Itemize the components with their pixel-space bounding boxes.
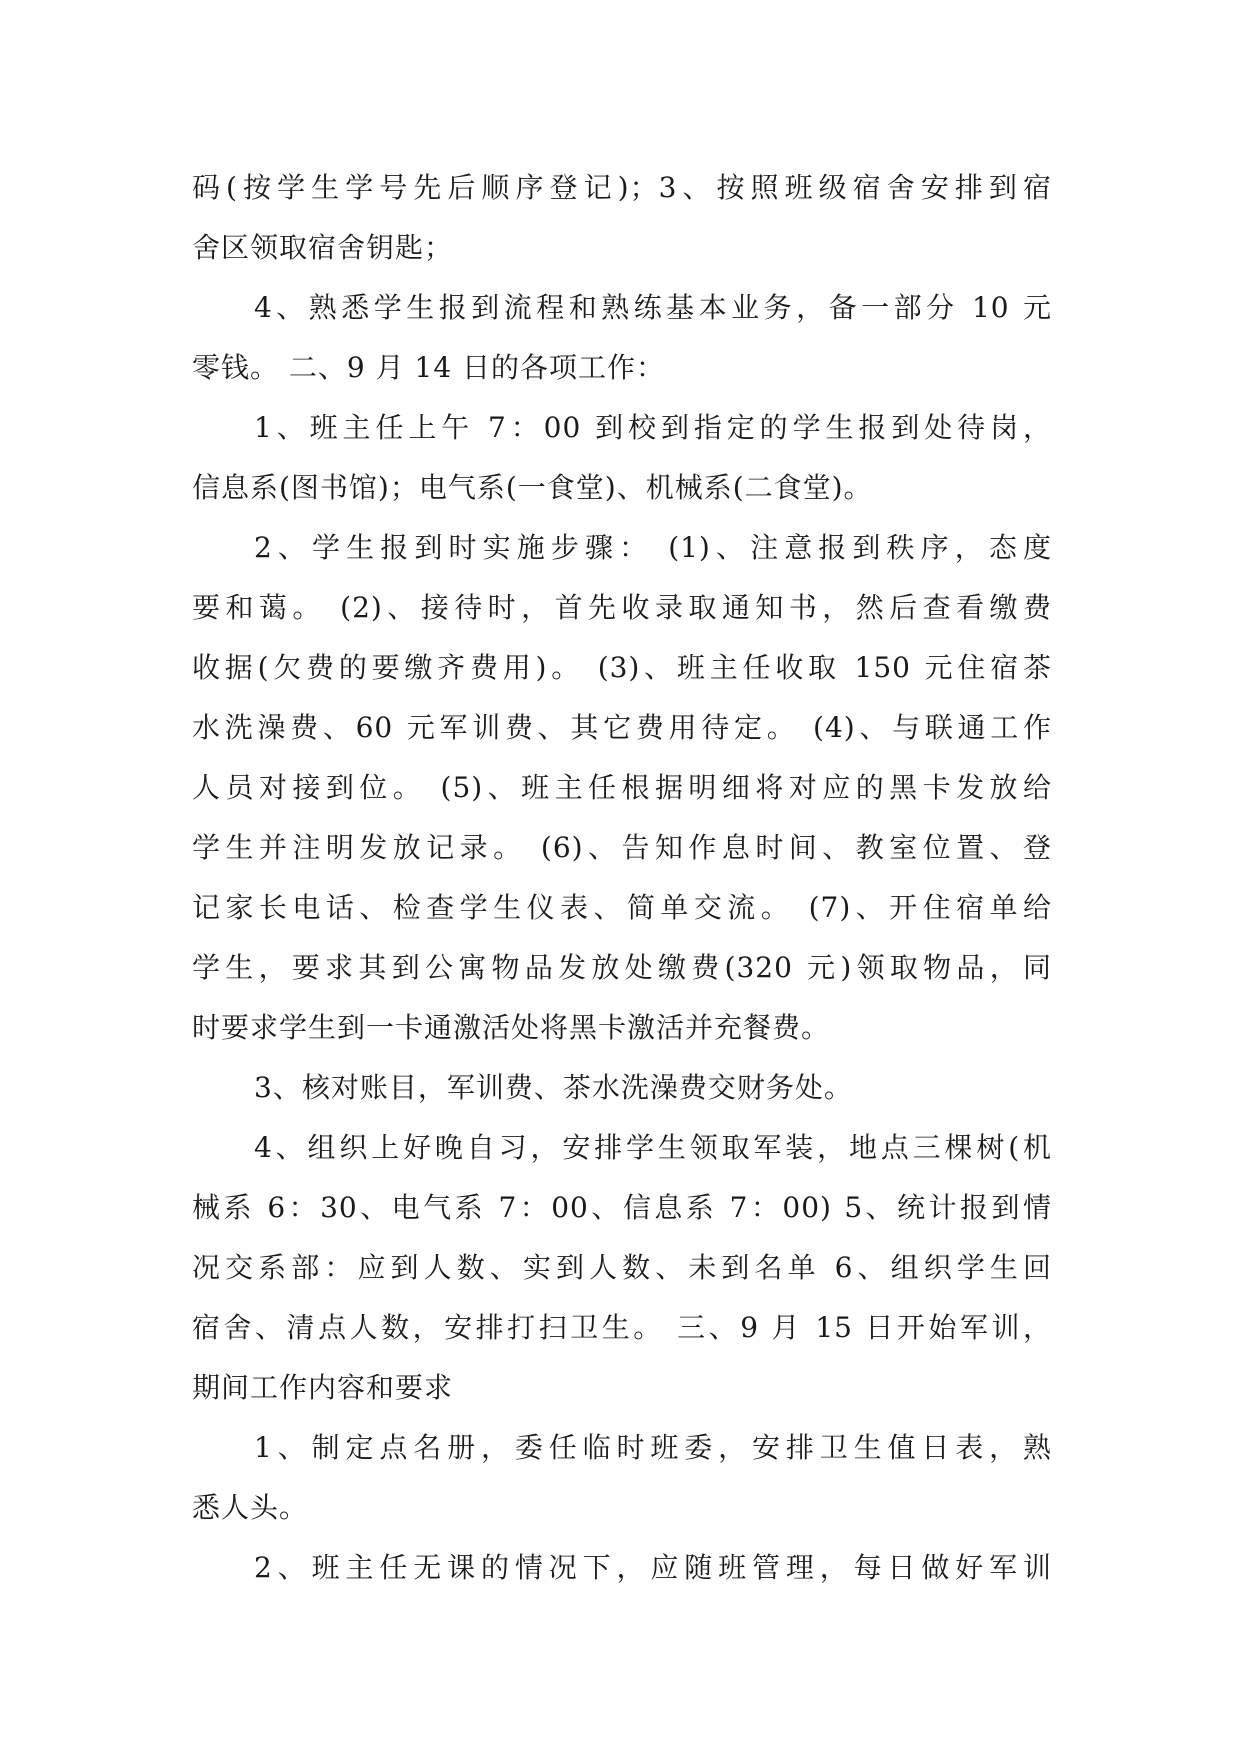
document-body	[192, 158, 1052, 1598]
text-line: 码(按学生学号先后顺序登记)；3、按照班级宿舍安排到宿	[192, 171, 1052, 204]
text-line: 1、班主任上午 7：00 到校到指定的学生报到处待岗，	[254, 411, 1052, 444]
text-line: 4、组织上好晚自习，安排学生领取军装，地点三棵树(机	[254, 1131, 1052, 1164]
text-line: 信息系(图书馆)；电气系(一食堂)、机械系(二食堂)。	[192, 471, 873, 504]
text-line: 期间工作内容和要求	[192, 1371, 454, 1404]
text-line: 零钱。 二、9 月 14 日的各项工作：	[192, 351, 666, 384]
text-line: 学生并注明发放记录。 (6)、告知作息时间、教室位置、登	[192, 831, 1052, 864]
text-line: 要和蔼。 (2)、接待时，首先收录取通知书，然后查看缴费	[192, 591, 1052, 624]
text-line: 2、班主任无课的情况下，应随班管理，每日做好军训	[254, 1551, 1052, 1584]
text-line: 记家长电话、检查学生仪表、简单交流。 (7)、开住宿单给	[192, 891, 1052, 924]
text-line: 舍区领取宿舍钥匙；	[192, 231, 454, 264]
text-line: 收据(欠费的要缴齐费用)。 (3)、班主任收取 150 元住宿茶	[192, 651, 1052, 684]
text-line: 水洗澡费、60 元军训费、其它费用待定。 (4)、与联通工作	[192, 711, 1052, 744]
text-line: 3、核对账目，军训费、茶水洗澡费交财务处。	[254, 1071, 853, 1104]
text-line: 时要求学生到一卡通激活处将黑卡激活并充餐费。	[192, 1011, 831, 1044]
text-line: 况交系部：应到人数、实到人数、未到名单 6、组织学生回	[192, 1251, 1052, 1284]
text-line: 学生，要求其到公寓物品发放处缴费(320 元)领取物品，同	[192, 951, 1052, 984]
text-line: 宿舍、清点人数，安排打扫卫生。 三、9 月 15 日开始军训，	[192, 1311, 1052, 1344]
text-line: 2、学生报到时实施步骤： (1)、注意报到秩序，态度	[254, 531, 1052, 564]
text-line: 悉人头。	[192, 1491, 309, 1524]
text-line: 人员对接到位。 (5)、班主任根据明细将对应的黑卡发放给	[192, 771, 1052, 804]
text-line: 4、熟悉学生报到流程和熟练基本业务，备一部分 10 元	[254, 291, 1052, 324]
text-line: 1、制定点名册，委任临时班委，安排卫生值日表，熟	[254, 1431, 1052, 1464]
text-line: 械系 6：30、电气系 7：00、信息系 7：00) 5、统计报到情	[192, 1191, 1052, 1224]
